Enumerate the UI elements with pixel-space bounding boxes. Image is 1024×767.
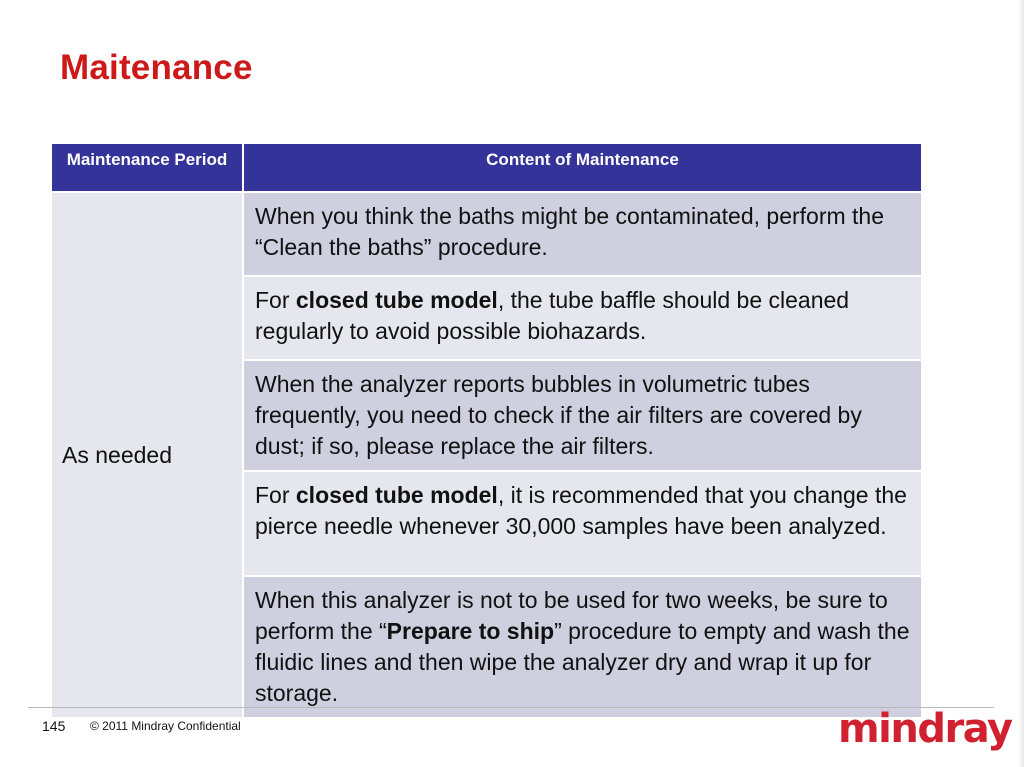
slide-title: Maitenance	[60, 48, 253, 87]
page-number: 145	[42, 718, 66, 734]
slide-edge-shadow	[1018, 0, 1024, 767]
period-cell: As needed	[51, 192, 243, 718]
content-cell	[243, 276, 922, 360]
content-cell	[243, 471, 922, 576]
content-text: , it is recommended that you change the pierce needle whenever 30,000 samples have been analyzed.	[255, 482, 907, 539]
content-bold-text: closed tube model	[295, 482, 498, 508]
content-text: When you think the baths might be contaminated, perform the “Clean the baths” procedure.	[255, 203, 885, 260]
content-text: For	[255, 482, 296, 508]
copyright-notice: © 2011 Mindray Confidential	[90, 719, 241, 733]
content-text: When this analyzer is not to be used for two weeks, be sure to perform the “	[255, 587, 888, 644]
table-row	[51, 192, 922, 276]
header-maintenance-period: Maintenance Period	[51, 143, 243, 192]
content-text: , the tube baffle should be cleaned regularly to avoid possible biohazards.	[255, 287, 850, 344]
content-bold-text: Prepare to ship	[386, 618, 555, 644]
mindray-logo: mindray	[838, 706, 1012, 752]
content-text: When the analyzer reports bubbles in volumetric tubes frequently, you need to check if the air filters are covered by dust; if so, please replace the air filters.	[255, 371, 862, 459]
maintenance-table	[50, 142, 923, 719]
content-text: For	[255, 287, 296, 313]
content-bold-text: closed tube model	[295, 287, 498, 313]
table-header-row	[51, 143, 922, 192]
content-text: ” procedure to empty and wash the fluidic lines and then wipe the analyzer dry and wrap it up for storage.	[255, 618, 910, 706]
content-cell	[243, 576, 922, 718]
header-content-of-maintenance: Content of Maintenance	[243, 143, 922, 192]
content-cell	[243, 192, 922, 276]
content-cell	[243, 360, 922, 471]
